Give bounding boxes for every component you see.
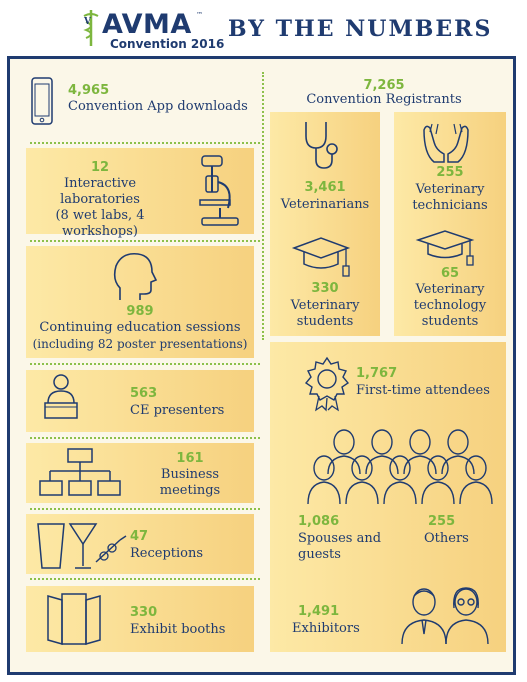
tech-students-label-line: students <box>421 314 479 329</box>
receptions-label: Receptions <box>130 546 204 561</box>
others-label: Others <box>424 531 469 546</box>
logo-wordmark: AVMA <box>102 9 192 40</box>
booths-label: Exhibit booths <box>130 622 226 637</box>
sessions-label <box>22 320 258 352</box>
stethoscope-icon <box>300 118 342 172</box>
presenter-podium-icon <box>42 373 80 421</box>
receptions-value: 47 <box>130 529 149 544</box>
meetings-label-line: Business <box>160 467 220 482</box>
registrants-label: Convention Registrants <box>306 92 462 107</box>
technicians-value: 255 <box>436 165 464 180</box>
app-downloads-label: Convention App downloads <box>68 99 248 114</box>
exhibitors-value: 1,491 <box>298 604 340 619</box>
presenters-value: 563 <box>130 386 158 401</box>
logo-trademark: ™ <box>196 11 203 19</box>
sessions-value: 989 <box>126 304 154 319</box>
caduceus-logo-icon <box>80 8 102 48</box>
org-chart-icon <box>38 447 122 499</box>
veterinarians-value: 3,461 <box>304 180 346 195</box>
students-label <box>270 298 380 330</box>
registrants-value: 7,265 <box>363 78 405 93</box>
people-pair-icon <box>400 584 492 646</box>
tech-students-label <box>394 282 506 330</box>
logo-subtitle: Convention 2016 <box>110 37 225 51</box>
drinks-icon <box>34 516 130 572</box>
others-value: 255 <box>428 514 456 529</box>
section-divider <box>30 240 260 242</box>
first-time-value: 1,767 <box>356 366 398 381</box>
technicians-label-line: Veterinary <box>415 182 485 197</box>
spouses-value: 1,086 <box>298 514 340 529</box>
microscope-icon <box>196 152 244 230</box>
header <box>0 0 527 56</box>
booths-value: 330 <box>130 605 158 620</box>
spouses-label <box>298 531 408 563</box>
award-rosette-icon <box>304 356 350 412</box>
labs-label-line: Interactive <box>63 176 137 191</box>
app-downloads-value: 4,965 <box>68 83 110 98</box>
technicians-label-line: technicians <box>412 198 488 213</box>
column-divider <box>262 72 264 340</box>
tech-students-label-line: technology <box>413 298 487 313</box>
students-value: 330 <box>311 281 339 296</box>
section-divider <box>30 363 260 365</box>
meetings-label <box>130 467 250 499</box>
presenters-label: CE presenters <box>130 403 225 418</box>
technicians-label <box>394 182 506 214</box>
sessions-label-line: (including 82 poster presentations) <box>32 337 248 351</box>
head-profile-icon <box>108 250 158 302</box>
students-label-line: students <box>296 314 354 329</box>
tech-students-label-line: Veterinary <box>415 282 485 297</box>
spouses-label-line: Spouses and <box>298 531 382 546</box>
booth-panels-icon <box>44 590 104 648</box>
labs-label <box>22 176 178 240</box>
page-title: BY THE NUMBERS <box>228 16 493 42</box>
exhibitors-label: Exhibitors <box>292 621 360 636</box>
labs-label-line: laboratories <box>60 192 140 207</box>
veterinarians-label: Veterinarians <box>280 197 370 212</box>
students-label-line: Veterinary <box>290 298 360 313</box>
tech-students-value: 65 <box>440 266 460 281</box>
graduation-cap-icon <box>414 228 476 268</box>
labs-value: 12 <box>90 160 110 175</box>
first-time-label: First-time attendees <box>356 383 490 398</box>
svg-text:V: V <box>84 17 91 27</box>
gloved-hands-icon <box>420 120 472 164</box>
section-divider <box>30 437 260 439</box>
section-divider <box>30 142 260 144</box>
meetings-label-line: meetings <box>159 483 221 498</box>
spouses-label-line: guests <box>298 547 341 562</box>
meetings-value: 161 <box>176 451 204 466</box>
smartphone-icon <box>30 76 54 126</box>
labs-label-line: (8 wet labs, 4 workshops) <box>55 208 145 239</box>
crowd-icon <box>300 428 494 508</box>
section-divider <box>30 508 260 510</box>
graduation-cap-icon <box>290 234 352 280</box>
sessions-label-line: Continuing education sessions <box>39 320 241 335</box>
section-divider <box>30 578 260 580</box>
